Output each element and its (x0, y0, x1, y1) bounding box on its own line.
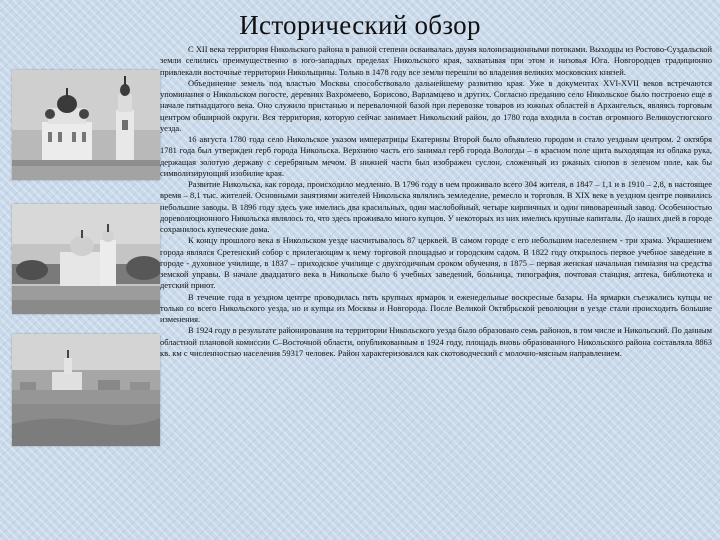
paragraph: Объединение земель под властью Москвы способствовало дальнейшему развитию края. Уже в документах XVI-XVII веков встречаются упоминания о Никольском погосте, деревнях Вахромеево, Борисово, Варламцево и других. Согласно преданию село Никольское было построено еще в начале пятнадцатого века. Оно служило пристанью и перевалочной базой при перевозке товаров из южных областей в Архангельск, являясь торговым центром обширной округи. Вся территория, которую сейчас занимает Никольский район, до 1780 года входила в состав огромного Великоустюгского уезда. (160, 77, 712, 133)
paragraph: К концу прошлого века в Никольском уезде насчитывалось 87 церквей. В самом городе с его небольшим населением - три храма. Украшением города являлся Сретенский собор с прилегающим к нему торговой площадью и городским садом. В 1822 году открылось первое учебное заведение в городе - духовное училище, в 1837 – приходское училище с двухгодичным сроком обучения, в 1875 – первая женская начальная гимназия на средства земской управы. В начале двадцатого века в Никольске было 6 учебных заведений, больница, типография, почтовая станция, аптека, библиотека и детский приют. (160, 235, 712, 291)
paragraph: С XII века территория Никольского района в равной степени осваивалась двумя колонизационными потоками. Выходцы из Ростово-Суздальской земли селились преимущественно в юго-западных пределах Никольского края, захватывая при этом и низовья Юга. Новгородцев традиционно привлекали восточные территории Никольщины. Только в 1478 году все земли перешли во владения великих московских князей. (160, 44, 712, 77)
historical-overview-text (160, 44, 712, 359)
church-photo-1 (12, 70, 160, 180)
paragraph: Развитие Никольска, как города, происходило медленно. В 1796 году в нем проживало всего 304 жителя, в 1847 – 1,1 и в 1910 – 2,8, в настоящее время – 8,1 тыс. жителей. Основными занятиями жителей Никольска являлись земледелие, ремесло и торговля. В XIX веке в уездном центре появились небольшие заводы. В 1896 году здесь уже имелись два красильных, один маслобойный, четыре кирпичных и один пивоваренный завод. Особенностью дореволюционного Никольска являлось то, что здесь проживало много купцов. У некоторых из них имелись крупные капиталы. До наших дней в городе сохранилось купеческие дома. (160, 179, 712, 234)
page-title: Исторический обзор (239, 10, 481, 40)
paragraph: В течение года в уездном центре проводилась пять крупных ярмарок и еженедельные воскресные базары. На ярмарки съезжались купцы не только со всего Никольского уезда, но и купцы из Москвы и Новгорода. После Великой Октябрьской революции в уезде стали происходить большие изменения. (160, 291, 712, 324)
paragraph: 16 августа 1780 года село Никольское указом императрицы Екатерины Второй было объявлено городом и стало уездным центром. 2 октября 1781 года был утвержден герб города Никольска. Верхнюю часть его занимал герб города Вологды – в красном поле щита выходящая из облака рука, держащая золотую державу с серебряным мечом. В нижней части был изображен суслон, сложенный из ржаных снопов в зеленом поле, как бы символизирующий изобилие края. (160, 134, 712, 178)
paragraph: В 1924 году в результате районирования на территории Никольского уезда было образовано семь районов, в том числе и Никольский. По данным областной плановой комиссии С–Восточной области, опубликованным в 1924 году, площадь вновь образованного Никольского района составляла 8863 кв. км с численностью населения 59317 человек. Район характеризовался как скотоводческий с молочно-мясным направлением. (160, 325, 712, 358)
town-photo-3 (12, 334, 160, 446)
church-photo-2 (12, 204, 160, 314)
